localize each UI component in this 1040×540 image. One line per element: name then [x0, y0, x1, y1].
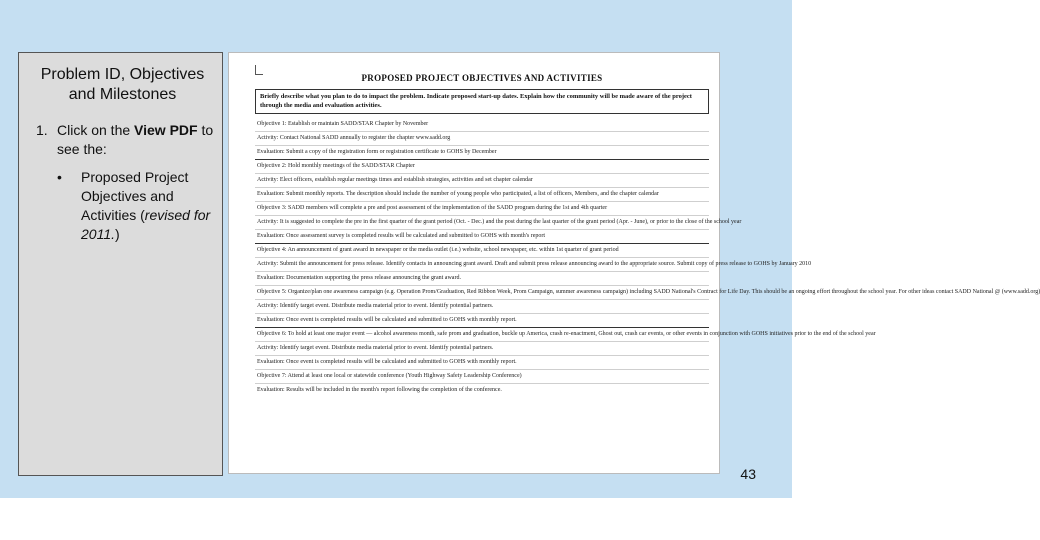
document-line-text: Activity: Identify target event. Distribute media material prior to event. Identify potential partners. — [257, 303, 494, 309]
document-line — [255, 313, 709, 327]
objectives-list — [255, 118, 1040, 397]
sub-bullet — [55, 168, 214, 244]
document-line-text: Objective 7: Attend at least one local or statewide conference (Youth Highway Safety Leadership Conference) — [257, 373, 522, 379]
slide-number: 43 — [740, 466, 756, 482]
sub-bullet-text — [81, 168, 214, 244]
document-line — [255, 145, 709, 159]
view-pdf-label: View PDF — [134, 122, 198, 138]
document-line — [255, 327, 876, 341]
document-line-text: Activity: Contact National SADD annually to register the chapter www.sadd.org — [257, 135, 451, 141]
document-heading: PROPOSED PROJECT OBJECTIVES AND ACTIVITIES — [361, 73, 603, 83]
document-line — [255, 341, 709, 355]
bullet-italic: revised for 2011. — [81, 207, 211, 242]
page-corner-icon — [255, 65, 263, 75]
document-line-text: Evaluation: Results will be included in the month's report following the completion of the conference. — [257, 387, 502, 393]
document-line — [255, 215, 742, 229]
document-line — [255, 131, 709, 145]
document-line-text: Objective 6: To hold at least one major event — alcohol awareness month, safe prom and graduation, buckle up America, crash re-enactment, Ghost out, crash car events, or other events in conjunction with GOHS initiatives prior to the end of the school year — [257, 331, 876, 337]
document-line — [255, 369, 709, 383]
document-line — [255, 187, 709, 201]
step-prefix: Click on the — [57, 122, 135, 138]
instruction-panel — [18, 52, 223, 476]
document-line — [255, 383, 709, 397]
document-line-text: Objective 5: Organize/plan one awareness campaign (e.g. Operation Prom/Graduation, Red Ribbon Week, Prom Campaign, summer awareness campaign) including SADD National's Contract for Life Day. This should be an ongoing effort throughout the school year. For other ideas contact SADD National @ (www.sadd.org) — [257, 289, 1040, 295]
document-line — [255, 243, 709, 257]
document-line — [255, 118, 709, 131]
step-suffix: to see the: — [57, 122, 214, 157]
step-number: 1. — [36, 122, 48, 138]
document-line — [255, 355, 709, 369]
document-line — [255, 299, 709, 313]
document-line-text: Objective 1: Establish or maintain SADD/STAR Chapter by November — [257, 121, 429, 127]
document-line — [255, 257, 812, 271]
document-line-text: Activity: Identify target event. Distribute media material prior to event. Identify potential partners. — [257, 345, 494, 351]
instruction-list — [31, 121, 214, 244]
instruction-box: Briefly describe what you plan to do to impact the problem. Indicate proposed start-up dates. Explain how the community will be made aware of the project through the media and evaluation activities. — [255, 89, 709, 114]
document-line — [255, 159, 709, 173]
document-line — [255, 201, 709, 215]
document-line-text: Evaluation: Documentation supporting the press release announcing the grant award. — [257, 275, 461, 281]
document-line-text: Activity: It is suggested to complete the pre in the first quarter of the grant period (Oct. - Dec.) and the post during the last quarter of the grant period (Apr. - June), or prior to the close of the school year — [257, 219, 742, 225]
document-line-text: Evaluation: Submit a copy of the registration form or registration certificate to GOHS by December — [257, 149, 497, 155]
document-line-text: Evaluation: Once assessment survey is completed results will be calculated and submitted to GOHS with month's report — [257, 233, 546, 239]
panel-title: Problem ID, Objectives and Milestones — [40, 66, 205, 103]
document-line-text: Evaluation: Submit monthly reports. The description should include the number of young people who participated, a list of officers, Members, and the chapter calendar — [257, 191, 659, 197]
bullet-main: Proposed Project Objectives and Activities ( — [81, 169, 189, 223]
instruction-step — [31, 121, 214, 159]
document-line-text: Activity: Elect officers, establish regular meetings times and establish strategies, activities and set chapter calendar — [257, 177, 533, 183]
document-line-text: Evaluation: Once event is completed results will be calculated and submitted to GOHS with monthly report. — [257, 359, 517, 365]
document-line-text: Objective 4: An announcement of grant award in newspaper or the media outlet (i.e.) website, school newspaper, etc. within 1st quarter of grant period — [257, 247, 619, 253]
document-line — [255, 271, 709, 285]
document-line-text: Objective 3: SADD members will complete a pre and post assessment of the implementation of the SADD program during the 1st and 4th quarter — [257, 205, 608, 211]
document-line — [255, 173, 709, 187]
document-line-text: Evaluation: Once event is completed results will be calculated and submitted to GOHS with monthly report. — [257, 317, 517, 323]
document-line — [255, 229, 709, 243]
bullet-icon: • — [57, 169, 62, 185]
document-line-text: Activity: Submit the announcement for press release. Identify contacts in announcing grant award. Draft and submit press release announcing award to the appropriate source. Submit copy of press release to GOHS by January 2010 — [257, 261, 812, 267]
document-line-text: Objective 2: Hold monthly meetings of the SADD/STAR Chapter — [257, 163, 415, 169]
document-line — [255, 285, 1040, 299]
bullet-end: ) — [115, 226, 120, 242]
step-text — [57, 121, 214, 159]
